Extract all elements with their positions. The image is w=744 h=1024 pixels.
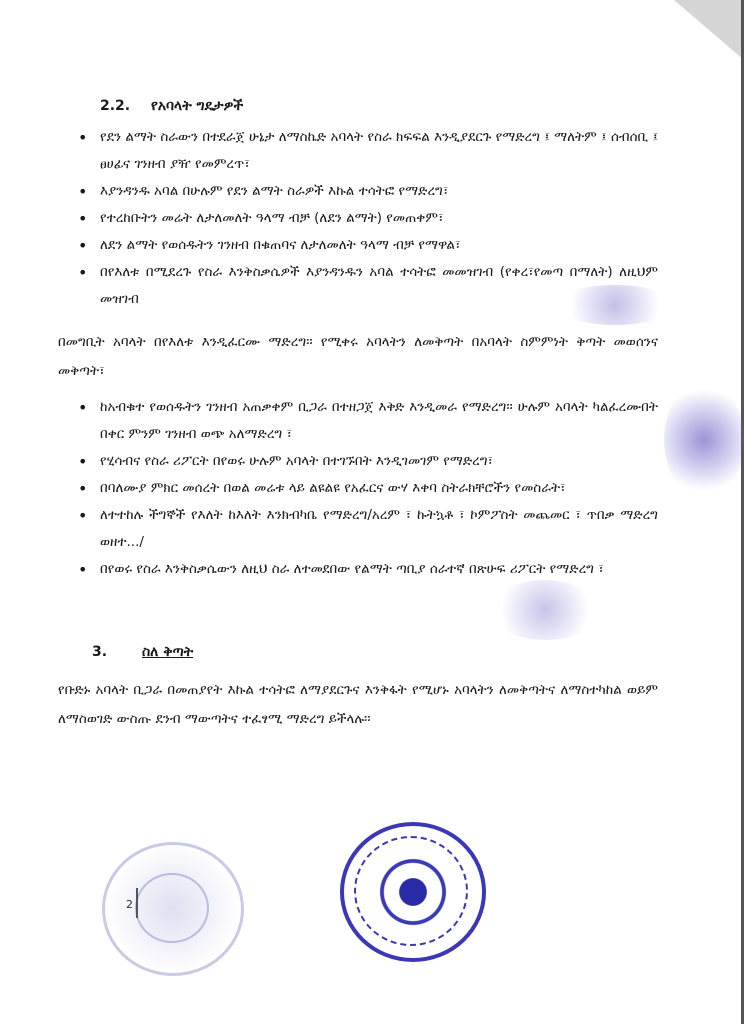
ink-smudge — [490, 580, 600, 640]
list-item: • የሂሳብና የስራ ሪፖርት በየወሩ ሁሉም አባላት በተገኙበት እንዲገመገም የማድረግ፣ — [78, 448, 658, 475]
list-item: • የደን ልማት ስራውን በተደራጀ ሁኔታ ለማስኬድ አባላት የስራ ክፍፍል እንዲያደርጉ የማድረግ ፤ ማለትም ፤ ሰብሰቢ ፤ ፀሀፊና ገንዘብ ያዥ የመምረጥ፣ — [78, 124, 658, 178]
list-item: • እያንዳንዱ አባል በሁሉም የደን ልማት ስራዎች እኩል ተሳትፎ የማድረግ፣ — [78, 178, 658, 205]
seal-inner-ring — [135, 873, 209, 943]
page-number: 2 — [126, 898, 133, 911]
faded-seal-stamp — [102, 842, 244, 976]
section-title: ስለ ቅጣት — [141, 644, 194, 660]
list-item: • ለተተከሉ ችግኞች የእለት ከእለት እንክብካቤ የማድረግ/አረም ፣ ኩትኳቶ ፣ ኮምፖስት መጨመር ፣ ጥበቃ ማድረግ ወዘተ.../ — [78, 502, 658, 556]
folded-corner — [674, 0, 744, 60]
section-number: 3. — [92, 644, 108, 660]
ink-smudge — [555, 285, 675, 325]
section-heading-3 — [92, 644, 193, 660]
duties-list — [78, 124, 658, 313]
section-heading-2-2 — [100, 98, 243, 114]
seal-dashed-ring — [354, 836, 468, 946]
section-title: የአባላት ግዴታዎች — [151, 98, 244, 114]
list-item: • የተረከቡትን መሬት ለታለመለት ዓላማ ብቻ (ለደን ልማት) የመጠቀም፣ — [78, 205, 658, 232]
list-item: • ከአብቁተ የወሰዱትን ገንዘብ አጠቃቀም ቢጋራ በተዘጋጀ እቅድ እንዲመራ የማድረግ፡፡ ሁሉም አባላት ካልፈረሙበት በቀር ምንም ገንዘብ ወጭ አለማድረግ ፣ — [78, 394, 658, 448]
list-item: • በየእለቱ በሚደረጉ የስራ እንቅስቃሴዎች እያንዳንዱን አባል ተሳትፎ መመዝገብ (የቀረ፣የመጣ በማለት) ለዚህም መዝገብ — [78, 259, 658, 313]
more-duties-list — [78, 394, 658, 583]
section-number: 2.2. — [100, 98, 131, 114]
list-item: • ለደን ልማት የወሰዱትን ገንዘብ በቁጠባና ለታለመለት ዓላማ ብቻ የማዋል፣ — [78, 232, 658, 259]
list-item: • በየወሩ የስራ እንቅስቃሴውን ለዚህ ስራ ለተመደበው የልማት ጣቢያ ሰራተኛ በጽሁፍ ሪፖርት የማድረግ ፣ — [78, 556, 658, 583]
list-item: • በባለሙያ ምክር መሰረት በወል መሬቱ ላይ ልዩልዩ የአፈርና ውሃ እቀባ ስትራክቸሮችን የመስራት፣ — [78, 475, 658, 502]
ink-smudge — [664, 380, 744, 500]
attendance-paragraph: በመግቢት አባላት በየእለቱ እንዲፈርሙ ማድረግ፡፡ የሚቀሩ አባላትን ለመቅጣት በአባላት ስምምነት ቅጣት መወሰንና መቅጣት፣ — [58, 334, 658, 379]
page-number-mark — [136, 888, 138, 918]
penalty-paragraph: የቡድኑ አባላት ቢጋራ በመጠያየት እኩል ተሳትፎ ለማያደርጉና እንቅፋት የሚሆኑ አባላትን ለመቅጣትና ለማስተካከል ወይም ለማስወገድ ውስጡ ደንብ ማውጣትና ተፈፃሚ ማድረግ ይችላሉ፡፡ — [58, 682, 658, 727]
official-seal-stamp — [340, 822, 486, 962]
